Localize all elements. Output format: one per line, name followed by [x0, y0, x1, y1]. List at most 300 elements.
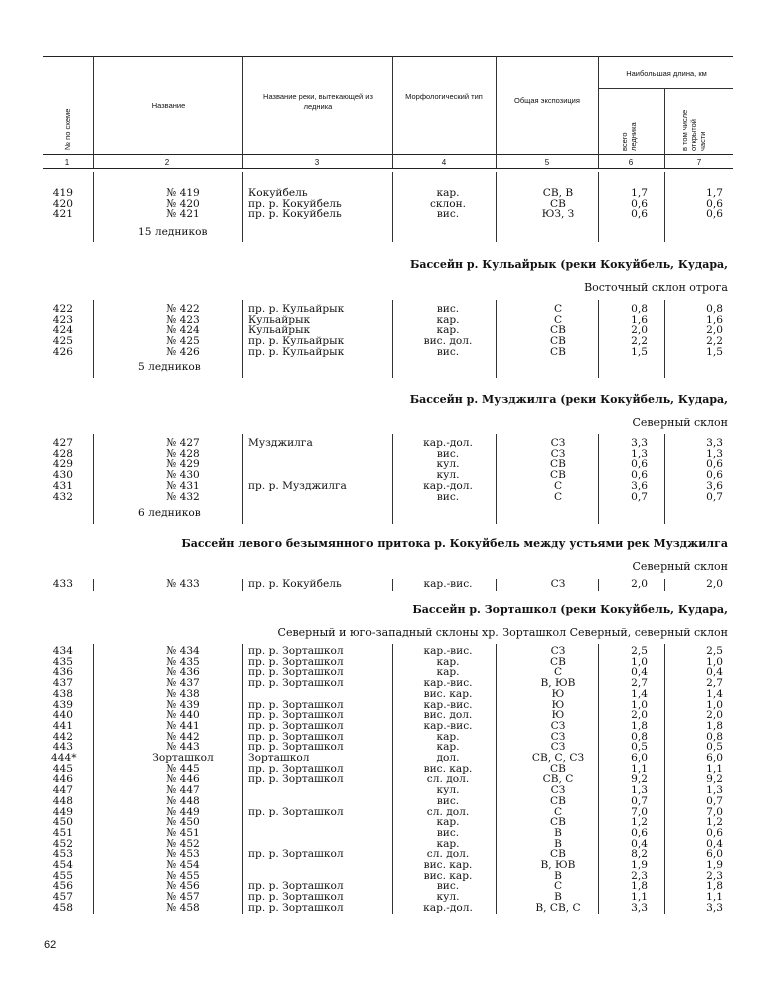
length-open: 1,3: [706, 447, 723, 460]
morph-type: вис.: [436, 826, 460, 839]
glacier-name: № 420: [166, 197, 200, 210]
exposure: СВ, В: [542, 187, 574, 199]
river-name: пр. р. Зорташкол: [248, 891, 344, 904]
morph-type: кар.: [436, 655, 460, 668]
row-number: 442: [52, 730, 73, 743]
river-name: пр. р. Кульайрык: [248, 345, 345, 358]
exposure: СВ, С, СЗ: [531, 752, 585, 764]
exposure: СЗ: [550, 447, 566, 460]
table-row: [43, 796, 733, 807]
length-open: 1,7: [706, 187, 723, 199]
glacier-name: № 440: [166, 709, 200, 722]
table-row: [43, 849, 733, 860]
morph-type: сл. дол.: [426, 773, 470, 786]
table-row: [43, 678, 733, 689]
river-name: пр. р. Кокуйбель: [248, 197, 342, 210]
colnum-4: 4: [441, 158, 447, 167]
length-total: 1,3: [631, 447, 648, 460]
glacier-name: № 457: [166, 891, 200, 904]
table-row: [43, 481, 733, 492]
length-total: 2,3: [631, 869, 648, 882]
glacier-name: № 450: [166, 816, 200, 829]
length-total: 8,2: [631, 848, 648, 861]
glacier-count: 6 ледников: [138, 507, 201, 519]
glacier-name: № 431: [166, 479, 200, 492]
length-total: 2,0: [631, 578, 648, 590]
exposure: В: [554, 826, 562, 839]
glacier-name: № 458: [166, 901, 200, 914]
morph-type: кар.: [436, 313, 460, 326]
row-number: 431: [52, 479, 73, 492]
table-row: [43, 492, 733, 503]
row-number: 426: [52, 345, 73, 358]
length-total: 0,6: [631, 458, 648, 471]
exposure: СВ: [550, 197, 566, 210]
exposure: СВ: [550, 345, 566, 358]
glacier-name: № 428: [166, 447, 200, 460]
section-subheading: Северный склон: [632, 416, 728, 429]
table-row: [43, 438, 733, 449]
glacier-name: № 447: [166, 784, 200, 797]
glacier-count: 15 ледников: [138, 226, 208, 238]
morph-type: сл. дол.: [426, 805, 470, 818]
exposure: Ю: [551, 698, 565, 711]
section-heading: Бассейн левого безымянного притока р. Кокуйбель между устьями рек Музджилга: [181, 537, 728, 550]
section-subheading: Северный и юго-западный склоны хр. Зорташкол Северный, северный склон: [277, 626, 728, 639]
glacier-name: № 439: [166, 698, 200, 711]
header-divider: [496, 56, 497, 168]
length-total: 3,3: [631, 901, 648, 914]
row-number: 436: [52, 666, 73, 679]
exposure: СВ: [550, 655, 566, 668]
exposure: ЮЗ, З: [541, 208, 575, 221]
table-row: [43, 579, 733, 590]
river-name: пр. р. Кокуйбель: [248, 208, 342, 221]
length-open: 1,1: [706, 762, 723, 775]
length-total: 1,8: [631, 719, 648, 732]
length-open: 1,0: [706, 655, 723, 668]
row-number: 439: [52, 698, 73, 711]
length-open: 0,8: [706, 730, 723, 743]
length-total: 1,9: [631, 859, 648, 871]
row-number: 425: [52, 335, 73, 348]
morph-type: вис.: [436, 794, 460, 807]
river-name: пр. р. Зорташкол: [248, 677, 344, 690]
morph-type: вис. дол.: [423, 335, 473, 348]
length-open: 0,6: [706, 469, 723, 482]
column-divider: [598, 579, 599, 591]
glacier-name: № 426: [166, 345, 200, 358]
morph-type: вис. кар.: [423, 859, 473, 871]
length-total: 1,7: [631, 187, 648, 199]
morph-type: вис.: [436, 490, 460, 503]
glacier-name: № 427: [166, 437, 200, 449]
length-open: 1,2: [706, 816, 723, 829]
river-name: пр. р. Зорташкол: [248, 848, 344, 861]
glacier-name: № 425: [166, 335, 200, 348]
row-number: 452: [52, 837, 73, 850]
morph-type: кар.-дол.: [423, 437, 473, 449]
exposure: СВ: [550, 794, 566, 807]
morph-type: кар.: [436, 324, 460, 337]
table-row: [43, 774, 733, 785]
exposure: В: [554, 869, 562, 882]
header-col4: Морфологический тип: [405, 92, 483, 101]
length-total: 0,6: [631, 208, 648, 221]
morph-type: кар.-вис.: [423, 677, 473, 690]
table-row: [43, 807, 733, 818]
exposure: СВ: [550, 469, 566, 482]
row-number: 450: [52, 816, 73, 829]
morph-type: вис. кар.: [423, 869, 473, 882]
length-total: 3,3: [631, 437, 648, 449]
row-number: 451: [52, 826, 73, 839]
length-open: 1,4: [706, 687, 723, 700]
glacier-name: № 436: [166, 666, 200, 679]
row-number: 457: [52, 891, 73, 904]
length-open: 2,0: [706, 324, 723, 337]
table-row: [43, 732, 733, 743]
length-open: 0,6: [706, 197, 723, 210]
length-total: 1,1: [631, 762, 648, 775]
length-open: 1,9: [706, 859, 723, 871]
header-col3: Название реки, вытекающей из ледника: [263, 92, 373, 111]
river-name: пр. р. Зорташкол: [248, 762, 344, 775]
morph-type: кар.: [436, 730, 460, 743]
row-number: 420: [52, 197, 73, 210]
river-name: пр. р. Зорташкол: [248, 709, 344, 722]
table-row: [43, 689, 733, 700]
table-row: [43, 315, 733, 326]
row-number: 444*: [51, 752, 77, 764]
table-row: [43, 839, 733, 850]
table-row: [43, 828, 733, 839]
table-row: [43, 336, 733, 347]
length-open: 3,6: [706, 479, 723, 492]
glacier-name: № 429: [166, 458, 200, 471]
river-name: пр. р. Зорташкол: [248, 719, 344, 732]
colnum-bottom-rule: [43, 168, 733, 169]
morph-type: вис.: [436, 345, 460, 358]
length-open: 2,2: [706, 335, 723, 348]
morph-type: вис.: [436, 880, 460, 893]
length-total: 1,1: [631, 891, 648, 904]
section-heading: Бассейн р. Музджилга (реки Кокуйбель, Кудара,: [409, 393, 728, 406]
length-total: 0,7: [631, 490, 648, 503]
length-open: 0,5: [706, 741, 723, 754]
table-row: [43, 199, 733, 210]
length-open: 9,2: [706, 773, 723, 786]
exposure: С: [553, 805, 563, 818]
river-name: пр. р. Зорташкол: [248, 655, 344, 668]
exposure: В: [554, 891, 562, 904]
morph-type: склон.: [429, 197, 467, 210]
length-open: 6,0: [706, 752, 723, 764]
glacier-name: № 452: [166, 837, 200, 850]
exposure: В, СВ, С: [535, 901, 581, 914]
table-row: [43, 871, 733, 882]
length-open: 1,8: [706, 880, 723, 893]
length-total: 2,0: [631, 324, 648, 337]
length-total: 2,0: [631, 709, 648, 722]
length-open: 1,6: [706, 313, 723, 326]
exposure: СВ: [550, 335, 566, 348]
table-row: [43, 657, 733, 668]
table-row: [43, 459, 733, 470]
table-row: [43, 785, 733, 796]
colnum-6: 6: [628, 158, 634, 167]
row-number: 455: [52, 869, 73, 882]
length-open: 1,1: [706, 891, 723, 904]
table-row: [43, 710, 733, 721]
glacier-name: № 435: [166, 655, 200, 668]
morph-type: кар.: [436, 187, 460, 199]
length-total: 0,5: [631, 741, 648, 754]
table-row: [43, 881, 733, 892]
length-total: 1,8: [631, 880, 648, 893]
row-number: 424: [52, 324, 73, 337]
exposure: СЗ: [550, 719, 566, 732]
row-number: 427: [52, 437, 73, 449]
length-total: 0,7: [631, 794, 648, 807]
length-open: 3,3: [706, 437, 723, 449]
morph-type: кар.: [436, 666, 460, 679]
exposure: СЗ: [550, 741, 566, 754]
header-bottom-rule: [43, 154, 733, 155]
length-total: 6,0: [631, 752, 648, 764]
glacier-name: № 432: [166, 490, 200, 503]
header-col5: Общая экспозиция: [514, 96, 580, 105]
length-open: 0,7: [706, 794, 723, 807]
river-name: пр. р. Зорташкол: [248, 645, 344, 657]
river-name: пр. р. Зорташкол: [248, 730, 344, 743]
river-name: пр. р. Кульайрык: [248, 303, 345, 315]
table-row: [43, 209, 733, 220]
table-row: [43, 753, 733, 764]
morph-type: вис. кар.: [423, 762, 473, 775]
glacier-name: № 451: [166, 826, 200, 839]
colnum-3: 3: [314, 158, 320, 167]
row-number: 438: [52, 687, 73, 700]
exposure: СВ: [550, 762, 566, 775]
header-col6: всего ледника: [620, 122, 638, 151]
row-number: 449: [52, 805, 73, 818]
length-total: 0,6: [631, 826, 648, 839]
length-total: 2,5: [631, 645, 648, 657]
morph-type: вис.: [436, 208, 460, 221]
table-row: [43, 817, 733, 828]
morph-type: кар.-вис.: [423, 578, 473, 590]
morph-type: кар.: [436, 837, 460, 850]
row-number: 441: [52, 719, 73, 732]
length-open: 1,8: [706, 719, 723, 732]
length-total: 0,8: [631, 303, 648, 315]
table-row: [43, 325, 733, 336]
colnum-7: 7: [696, 158, 702, 167]
table-row: [43, 742, 733, 753]
exposure: С: [553, 666, 563, 679]
river-name: Кульайрык: [248, 313, 311, 326]
row-number: 445: [52, 762, 73, 775]
length-open: 0,8: [706, 303, 723, 315]
length-total: 9,2: [631, 773, 648, 786]
glacier-name: № 422: [166, 303, 200, 315]
page-number: 62: [44, 939, 57, 951]
exposure: СВ: [550, 324, 566, 337]
glacier-name: № 454: [166, 859, 200, 871]
exposure: СЗ: [550, 784, 566, 797]
header-col7: в том числе открытой части: [680, 109, 707, 151]
length-open: 2,3: [706, 869, 723, 882]
row-number: 453: [52, 848, 73, 861]
length-total: 0,4: [631, 837, 648, 850]
glacier-name: № 434: [166, 645, 200, 657]
river-name: пр. р. Зорташкол: [248, 805, 344, 818]
glacier-name: № 421: [166, 208, 200, 221]
length-total: 1,2: [631, 816, 648, 829]
column-divider: [392, 579, 393, 591]
table-row: [43, 188, 733, 199]
section-subheading: Северный склон: [632, 560, 728, 573]
glacier-name: № 430: [166, 469, 200, 482]
exposure: СЗ: [550, 730, 566, 743]
morph-type: дол.: [436, 752, 460, 764]
exposure: СВ: [550, 848, 566, 861]
row-number: 421: [52, 208, 73, 221]
header-divider: [392, 56, 393, 168]
morph-type: кар.: [436, 741, 460, 754]
exposure: СЗ: [550, 578, 566, 590]
glacier-name: № 438: [166, 687, 200, 700]
header-top-rule: [43, 56, 733, 57]
table-row: [43, 667, 733, 678]
exposure: В, ЮВ: [540, 859, 576, 871]
length-open: 2,0: [706, 578, 723, 590]
header-divider: [598, 56, 599, 168]
table-row: [43, 449, 733, 460]
length-total: 1,6: [631, 313, 648, 326]
row-number: 435: [52, 655, 73, 668]
length-open: 0,6: [706, 826, 723, 839]
length-open: 0,4: [706, 837, 723, 850]
river-name: пр. р. Зорташкол: [248, 741, 344, 754]
river-name: Кульайрык: [248, 324, 311, 337]
column-divider: [496, 579, 497, 591]
length-open: 0,4: [706, 666, 723, 679]
morph-type: вис.: [436, 303, 460, 315]
length-total: 1,0: [631, 655, 648, 668]
row-number: 446: [52, 773, 73, 786]
glacier-name: Зорташкол: [152, 752, 214, 764]
glacier-name: № 419: [166, 187, 200, 199]
morph-type: кар.-вис.: [423, 719, 473, 732]
length-open: 7,0: [706, 805, 723, 818]
river-name: Музджилга: [248, 437, 313, 449]
glacier-name: № 445: [166, 762, 200, 775]
row-number: 456: [52, 880, 73, 893]
river-name: пр. р. Музджилга: [248, 479, 347, 492]
row-number: 437: [52, 677, 73, 690]
row-number: 422: [52, 303, 73, 315]
river-name: пр. р. Зорташкол: [248, 901, 344, 914]
length-open: 0,6: [706, 208, 723, 221]
glacier-count: 5 ледников: [138, 361, 201, 373]
exposure: СВ, С: [542, 773, 574, 786]
section-heading: Бассейн р. Зорташкол (реки Кокуйбель, Кудара,: [412, 603, 728, 616]
morph-type: вис. дол.: [423, 709, 473, 722]
exposure: С: [553, 313, 563, 326]
header-col2: Название: [151, 101, 186, 110]
section-subheading: Восточный склон отрога: [584, 281, 728, 294]
table-row: [43, 700, 733, 711]
glacier-name: № 453: [166, 848, 200, 861]
exposure: СВ: [550, 816, 566, 829]
length-total: 7,0: [631, 805, 648, 818]
glacier-name: № 448: [166, 794, 200, 807]
header-divider: [242, 56, 243, 168]
length-open: 1,5: [706, 345, 723, 358]
morph-type: кар.-вис.: [423, 645, 473, 657]
row-number: 434: [52, 645, 73, 657]
morph-type: кар.-дол.: [423, 479, 473, 492]
morph-type: кул.: [436, 784, 460, 797]
glacier-name: № 433: [166, 578, 200, 590]
length-open: 2,5: [706, 645, 723, 657]
glacier-name: № 423: [166, 313, 200, 326]
exposure: С: [553, 303, 563, 315]
length-open: 3,3: [706, 901, 723, 914]
header-subrule: [598, 88, 733, 89]
exposure: СЗ: [550, 645, 566, 657]
length-open: 6,0: [706, 848, 723, 861]
length-total: 0,6: [631, 197, 648, 210]
colnum-2: 2: [164, 158, 170, 167]
length-total: 0,8: [631, 730, 648, 743]
morph-type: кул.: [436, 469, 460, 482]
glacier-name: № 441: [166, 719, 200, 732]
row-number: 433: [52, 578, 73, 590]
morph-type: кар.: [436, 816, 460, 829]
colnum-5: 5: [544, 158, 550, 167]
colnum-1: 1: [64, 158, 70, 167]
row-number: 429: [52, 458, 73, 471]
length-total: 0,4: [631, 666, 648, 679]
glacier-name: № 455: [166, 869, 200, 882]
length-open: 1,0: [706, 698, 723, 711]
river-name: пр. р. Кокуйбель: [248, 578, 342, 590]
length-open: 0,6: [706, 458, 723, 471]
row-number: 448: [52, 794, 73, 807]
glacier-name: № 446: [166, 773, 200, 786]
row-number: 428: [52, 447, 73, 460]
exposure: СВ: [550, 458, 566, 471]
length-total: 2,7: [631, 677, 648, 690]
column-divider: [664, 579, 665, 591]
table-row: [43, 304, 733, 315]
table-row: [43, 764, 733, 775]
exposure: В: [554, 837, 562, 850]
exposure: СЗ: [550, 437, 566, 449]
morph-type: кар.-вис.: [423, 698, 473, 711]
header-divider: [93, 56, 94, 168]
river-name: пр. р. Кульайрык: [248, 335, 345, 348]
river-name: Зорташкол: [248, 752, 310, 764]
length-total: 1,0: [631, 698, 648, 711]
river-name: пр. р. Зорташкол: [248, 666, 344, 679]
header-divider: [664, 88, 665, 168]
table-row: [43, 903, 733, 914]
column-divider: [242, 579, 243, 591]
